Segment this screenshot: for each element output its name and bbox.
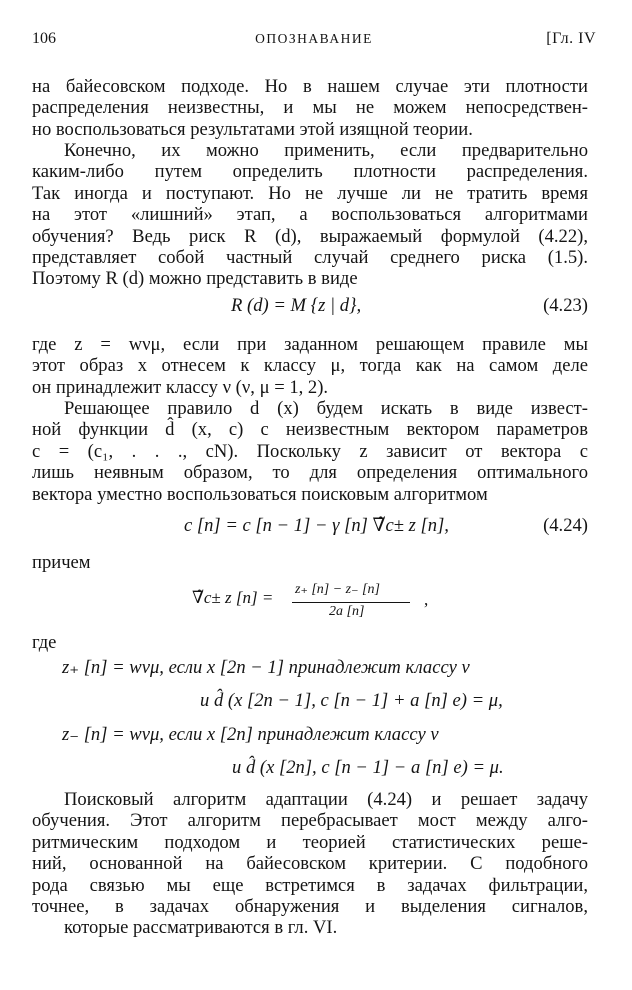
text-line: обучения. Этот алгоритм перебрасывает мост между алго- [32,810,588,832]
text-line: ной функции d̂ (x, c) с неизвестным вектором параметров [32,419,588,441]
condition-text: и d̂ (x [2n − 1], c [n − 1] + a [n] e) = μ, [200,690,503,711]
fraction-comma: , [424,590,429,609]
text-line: которые рассматриваются в гл. VI. [64,917,338,939]
paragraph-2 [32,140,588,290]
condition-text: и d̂ (x [2n], c [n − 1] − a [n] e) = μ. [232,757,504,778]
running-title: ОПОЗНАВАНИЕ [255,31,373,46]
condition-text: z₋ [n] = wνμ, если x [2n] принадлежит классу ν [62,724,439,745]
word-gde: где [32,632,57,653]
equation-number: (4.23) [543,295,588,316]
text-line: рода связью мы еще встретимся в задачах фильтрации, [32,874,588,896]
condition-z-plus-2 [32,690,588,716]
equation-4-23 [32,295,588,321]
text-line: на этот «лишний» этап, а воспользоваться алгоритмами [32,204,588,226]
word-prichem: причем [32,552,91,573]
text-line: представляет собой частный случай среднего риска (1.5). [32,246,588,268]
text-line: ний, основанной на байесовском критерии. С подобного [32,853,588,875]
text-line: ритмическим подходом и теорией статистических реше- [32,831,588,853]
text-line: на байесовском подходе. Но в нашем случае эти плотности [32,76,588,97]
page-number: 106 [32,30,56,47]
text-line: он принадлежит классу ν (ν, μ = 1, 2). [32,376,329,398]
equation-4-24 [32,515,588,541]
equation-body: R (d) = M {z | d}, [231,295,362,316]
text-line: Решающее правило d (x) будем искать в виде извест- [64,398,588,419]
text-line: Конечно, их можно применить, если предварительно [64,140,588,161]
condition-z-minus-2 [32,757,588,783]
text-line: вектора уместно воспользоваться поисковым алгоритмом [32,483,488,505]
text-line: этот образ x отнесем к классу μ, тогда как на самом деле [32,355,588,377]
text-line: каким-либо путем определить плотности распределения. [32,161,588,183]
text-line: лишь неявным образом, то для определения оптимального [32,462,588,484]
fraction-bar [292,602,410,603]
condition-text: z₊ [n] = wνμ, если x [2n − 1] принадлежит классу ν [62,657,470,678]
paragraph-1 [32,76,588,140]
paragraph-4 [32,398,588,505]
text-line: где z = wνμ, если при заданном решающем правиле мы [32,334,588,355]
text-line: Поэтому R (d) можно представить в виде [32,268,358,290]
fraction-lhs: ∇̃c± z [n] = [192,588,274,607]
equation-body: c [n] = c [n − 1] − γ [n] ∇̃c± z [n], [184,515,449,536]
text-line: c = (c₁, . . ., cN). Поскольку z зависит от вектора c [32,440,588,462]
text-line: Поисковый алгоритм адаптации (4.24) и решает задачу [64,789,588,810]
text-line: Так иногда и поступают. Но не лучше ли не тратить время [32,182,588,204]
fraction-numerator: z₊ [n] − z₋ [n] [295,582,380,597]
condition-z-plus-1 [32,657,588,683]
text-line: точнее, в задачах обнаружения и выделения сигналов, [32,895,588,917]
page-header [32,30,596,52]
gradient-fraction [192,578,452,628]
paragraph-5 [32,789,588,939]
condition-z-minus-1 [32,724,588,750]
text-line: распределения неизвестны, и мы не можем непосредствен- [32,97,588,119]
equation-number: (4.24) [543,515,588,536]
paragraph-3 [32,334,588,398]
text-line: но воспользоваться результатами этой изящной теории. [32,118,473,140]
text-line: обучения? Ведь риск R (d), выражаемый формулой (4.22), [32,225,588,247]
chapter-label: [Гл. IV [546,30,596,47]
fraction-denominator: 2a [n] [329,604,365,619]
